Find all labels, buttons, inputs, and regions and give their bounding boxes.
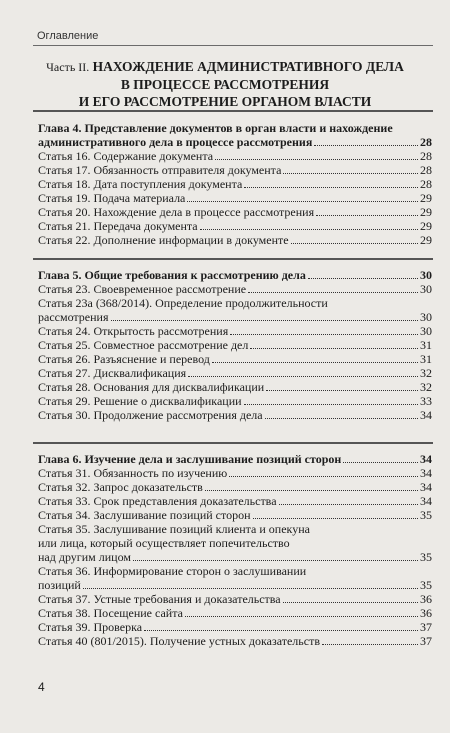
toc-entry[interactable]: Статья 20. Нахождение дела в процессе рассмотрения 29	[38, 205, 432, 219]
section-rule	[33, 110, 433, 112]
toc-entry-line[interactable]: Статья 23а (368/2014). Определение продолжительности	[38, 296, 328, 310]
toc-entry[interactable]: Статья 27. Дисквалификация 32	[38, 366, 432, 380]
section-rule	[33, 442, 433, 444]
toc-entry[interactable]: Статья 22. Дополнение информации в документе 29	[38, 233, 432, 247]
toc-entry[interactable]: Статья 32. Запрос доказательств 34	[38, 480, 432, 494]
toc-entry[interactable]: Статья 24. Открытость рассмотрения 30	[38, 324, 432, 338]
part-title	[20, 58, 430, 110]
toc-entry[interactable]: Статья 30. Продолжение рассмотрения дела 34	[38, 408, 432, 422]
running-head: Оглавление	[37, 30, 99, 42]
toc-entry[interactable]: Статья 33. Срок представления доказательства 34	[38, 494, 432, 508]
toc-entry[interactable]: Статья 37. Устные требования и доказательства 36	[38, 592, 432, 606]
toc-entry[interactable]: Статья 28. Основания для дисквалификации 32	[38, 380, 432, 394]
chapter-4	[38, 121, 432, 247]
toc-entry[interactable]: Статья 17. Обязанность отправителя документа 28	[38, 163, 432, 177]
toc-entry[interactable]: над другим лицом 35	[38, 550, 432, 564]
section-rule	[33, 258, 433, 260]
toc-entry[interactable]: Статья 39. Проверка 37	[38, 620, 432, 634]
chapter-title[interactable]: Глава 5. Общие требования к рассмотрению дела 30	[38, 268, 432, 282]
toc-entry[interactable]: Статья 16. Содержание документа 28	[38, 149, 432, 163]
toc-entry[interactable]: Статья 29. Решение о дисквалификации 33	[38, 394, 432, 408]
part-prefix: Часть II.	[46, 60, 90, 74]
toc-entry[interactable]: позиций 35	[38, 578, 432, 592]
chapter-5	[38, 268, 432, 422]
toc-entry[interactable]: Статья 25. Совместное рассмотрение дел 31	[38, 338, 432, 352]
chapter-title[interactable]: Глава 6. Изучение дела и заслушивание позиций сторон 34	[38, 452, 432, 466]
toc-entry[interactable]: Статья 40 (801/2015). Получение устных доказательств 37	[38, 634, 432, 648]
toc-entry[interactable]: Статья 26. Разъяснение и перевод 31	[38, 352, 432, 366]
toc-entry[interactable]: рассмотрения 30	[38, 310, 432, 324]
toc-entry[interactable]: Статья 31. Обязанность по изучению 34	[38, 466, 432, 480]
part-title-line-1: НАХОЖДЕНИЕ АДМИНИСТРАТИВНОГО ДЕЛА	[92, 59, 404, 74]
toc-entry[interactable]: Статья 18. Дата поступления документа 28	[38, 177, 432, 191]
chapter-title-line: административного дела в процессе рассмотрения 28	[38, 135, 432, 149]
toc-entry[interactable]: Статья 21. Передача документа 29	[38, 219, 432, 233]
part-title-line-2: В ПРОЦЕССЕ РАССМОТРЕНИЯ	[120, 77, 330, 92]
toc-entry[interactable]: Статья 19. Подача материала 29	[38, 191, 432, 205]
toc-entry-line[interactable]: или лица, который осуществляет попечительство	[38, 536, 290, 550]
toc-entry-line[interactable]: Статья 36. Информирование сторон о заслушивании	[38, 564, 307, 578]
chapter-6	[38, 452, 432, 648]
toc-entry[interactable]: Статья 38. Посещение сайта 36	[38, 606, 432, 620]
chapter-title: Глава 4. Представление документов в орган власти и нахождение	[38, 121, 393, 135]
toc-entry[interactable]: Статья 23. Своевременное рассмотрение 30	[38, 282, 432, 296]
toc-entry-line[interactable]: Статья 35. Заслушивание позиций клиента и опекуна	[38, 522, 310, 536]
header-rule	[33, 45, 433, 46]
part-title-line-3: И ЕГО РАССМОТРЕНИЕ ОРГАНОМ ВЛАСТИ	[78, 94, 372, 109]
toc-entry[interactable]: Статья 34. Заслушивание позиций сторон 35	[38, 508, 432, 522]
page-number: 4	[38, 680, 45, 694]
